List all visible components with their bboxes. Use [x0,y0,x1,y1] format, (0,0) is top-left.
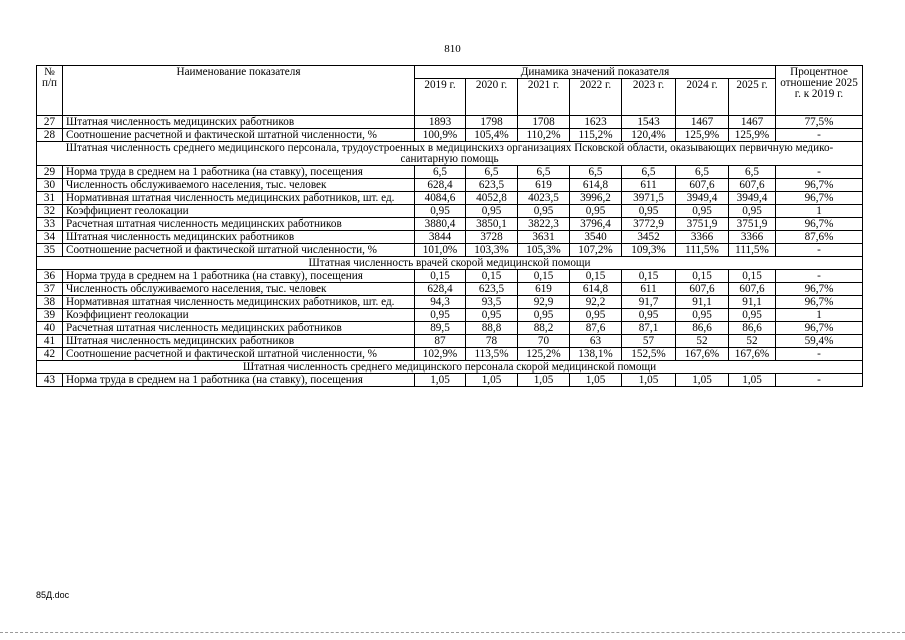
year-value: 611 [622,283,676,296]
year-value: 167,6% [729,348,776,361]
year-value: 3631 [518,231,570,244]
year-value: 86,6 [676,322,729,335]
indicator-name: Норма труда в среднем на 1 работника (на ставку), посещения [63,166,415,179]
indicator-name: Нормативная штатная численность медицинских работников, шт. ед. [63,192,415,205]
year-value: 91,7 [622,296,676,309]
year-value: 1,05 [622,374,676,387]
indicator-name: Соотношение расчетной и фактической штатной численности, % [63,348,415,361]
year-value: 57 [622,335,676,348]
percent-value: - [776,129,863,142]
indicator-name: Норма труда в среднем на 1 работника (на ставку), посещения [63,374,415,387]
year-value: 3971,5 [622,192,676,205]
year-value: 107,2% [570,244,622,257]
table-row [37,283,863,296]
table-row [37,116,863,129]
percent-value: - [776,374,863,387]
year-value: 109,3% [622,244,676,257]
page-number: 810 [444,43,461,55]
year-value: 1623 [570,116,622,129]
year-value: 111,5% [676,244,729,257]
year-value: 92,9 [518,296,570,309]
table-row [37,309,863,322]
year-value: 628,4 [415,179,466,192]
year-value: 93,5 [466,296,518,309]
year-value: 3844 [415,231,466,244]
table-body [37,116,863,387]
row-number: 31 [37,192,63,205]
year-value: 3822,3 [518,218,570,231]
year-value: 101,0% [415,244,466,257]
indicator-name: Штатная численность медицинских работников [63,335,415,348]
year-value: 1,05 [518,374,570,387]
row-number: 41 [37,335,63,348]
year-value: 1,05 [570,374,622,387]
footer-filename: 85Д.doc [36,590,70,600]
section-header-row [37,257,863,270]
year-value: 52 [676,335,729,348]
year-value: 3949,4 [676,192,729,205]
year-value: 3796,4 [570,218,622,231]
row-number: 33 [37,218,63,231]
year-value: 607,6 [729,283,776,296]
year-value: 611 [622,179,676,192]
indicator-name: Соотношение расчетной и фактической штатной численности, % [63,244,415,257]
percent-value: 96,7% [776,192,863,205]
year-value: 623,5 [466,283,518,296]
year-value: 115,2% [570,129,622,142]
percent-value: 96,7% [776,296,863,309]
year-value: 0,95 [570,205,622,218]
year-value: 6,5 [676,166,729,179]
year-value: 105,3% [518,244,570,257]
year-value: 88,8 [466,322,518,335]
year-value: 0,95 [518,309,570,322]
year-value: 0,15 [676,270,729,283]
percent-value: 87,6% [776,231,863,244]
percent-value: 59,4% [776,335,863,348]
indicator-name: Нормативная штатная численность медицинских работников, шт. ед. [63,296,415,309]
year-value: 87,6 [570,322,622,335]
year-value: 0,95 [622,309,676,322]
year-value: 3452 [622,231,676,244]
year-value: 3880,4 [415,218,466,231]
year-value: 167,6% [676,348,729,361]
table-row [37,179,863,192]
percent-value: 96,7% [776,218,863,231]
year-value: 0,95 [622,205,676,218]
year-value: 3949,4 [729,192,776,205]
year-value: 607,6 [676,179,729,192]
year-value: 120,4% [622,129,676,142]
table-row [37,218,863,231]
year-value: 78 [466,335,518,348]
year-value: 0,95 [518,205,570,218]
year-value: 619 [518,283,570,296]
year-value: 3996,2 [570,192,622,205]
percent-value: 1 [776,205,863,218]
year-value: 92,2 [570,296,622,309]
row-number: 43 [37,374,63,387]
year-value: 614,8 [570,283,622,296]
section-title: Штатная численность среднего медицинского персонала скорой медицинской помощи [37,361,863,374]
year-value: 0,95 [676,205,729,218]
year-value: 111,5% [729,244,776,257]
table-row [37,270,863,283]
year-value: 87,1 [622,322,676,335]
year-value: 623,5 [466,179,518,192]
year-value: 0,95 [676,309,729,322]
section-title: Штатная численность среднего медицинского персонала, трудоустроенных в медицинскихз организациях Псковской области, оказывающих первичную медико-санитарную помощь [37,142,863,166]
percent-value: 96,7% [776,179,863,192]
year-value: 0,15 [622,270,676,283]
table-row [37,335,863,348]
column-header-number: № п/п [37,66,63,116]
year-value: 87 [415,335,466,348]
table-row [37,205,863,218]
table-row [37,129,863,142]
year-value: 88,2 [518,322,570,335]
column-header-name: Наименование показателя [63,66,415,116]
percent-value: 96,7% [776,322,863,335]
row-number: 35 [37,244,63,257]
percent-value: - [776,166,863,179]
year-value: 628,4 [415,283,466,296]
year-value: 0,15 [518,270,570,283]
table-row [37,296,863,309]
year-value: 113,5% [466,348,518,361]
year-value: 0,15 [570,270,622,283]
year-value: 1893 [415,116,466,129]
year-value: 1543 [622,116,676,129]
year-header: 2019 г. [415,79,466,116]
year-value: 3728 [466,231,518,244]
year-value: 3772,9 [622,218,676,231]
percent-value: 77,5% [776,116,863,129]
year-value: 1708 [518,116,570,129]
indicator-name: Штатная численность медицинских работников [63,116,415,129]
year-value: 138,1% [570,348,622,361]
year-value: 6,5 [570,166,622,179]
percent-value: 96,7% [776,283,863,296]
year-value: 125,2% [518,348,570,361]
year-value: 6,5 [729,166,776,179]
year-value: 3540 [570,231,622,244]
section-header-row [37,142,863,166]
year-header: 2023 г. [622,79,676,116]
section-title: Штатная численность врачей скорой медицинской помощи [37,257,863,270]
year-value: 1,05 [676,374,729,387]
row-number: 42 [37,348,63,361]
year-header: 2022 г. [570,79,622,116]
year-value: 607,6 [676,283,729,296]
year-value: 1467 [676,116,729,129]
table-row [37,231,863,244]
year-header: 2025 г. [729,79,776,116]
year-value: 3366 [676,231,729,244]
year-value: 86,6 [729,322,776,335]
indicator-name: Коэффициент геолокации [63,205,415,218]
row-number: 40 [37,322,63,335]
year-value: 1,05 [466,374,518,387]
year-value: 4084,6 [415,192,466,205]
row-number: 34 [37,231,63,244]
percent-value: - [776,244,863,257]
year-value: 0,15 [415,270,466,283]
indicator-name: Соотношение расчетной и фактической штатной численности, % [63,129,415,142]
indicator-name: Расчетная штатная численность медицинских работников [63,322,415,335]
year-value: 100,9% [415,129,466,142]
year-header: 2024 г. [676,79,729,116]
indicator-name: Расчетная штатная численность медицинских работников [63,218,415,231]
table-row [37,348,863,361]
year-value: 125,9% [729,129,776,142]
year-value: 3850,1 [466,218,518,231]
year-value: 0,95 [415,205,466,218]
indicator-name: Норма труда в среднем на 1 работника (на ставку), посещения [63,270,415,283]
year-value: 125,9% [676,129,729,142]
row-number: 39 [37,309,63,322]
year-value: 63 [570,335,622,348]
row-number: 32 [37,205,63,218]
section-header-row [37,361,863,374]
column-header-dynamics: Динамика значений показателя [415,66,776,79]
year-value: 3366 [729,231,776,244]
year-value: 614,8 [570,179,622,192]
year-value: 0,95 [466,309,518,322]
year-value: 152,5% [622,348,676,361]
year-value: 607,6 [729,179,776,192]
year-value: 1,05 [729,374,776,387]
indicator-name: Коэффициент геолокации [63,309,415,322]
year-value: 94,3 [415,296,466,309]
indicators-table [36,65,863,387]
row-number: 29 [37,166,63,179]
year-value: 52 [729,335,776,348]
year-value: 0,15 [466,270,518,283]
year-value: 6,5 [466,166,518,179]
year-value: 105,4% [466,129,518,142]
year-value: 0,95 [729,205,776,218]
year-value: 103,3% [466,244,518,257]
year-value: 4023,5 [518,192,570,205]
year-value: 6,5 [518,166,570,179]
header-row-1 [37,66,863,79]
year-value: 0,95 [415,309,466,322]
year-value: 70 [518,335,570,348]
year-value: 102,9% [415,348,466,361]
bottom-divider [0,632,905,633]
row-number: 37 [37,283,63,296]
indicator-name: Численность обслуживаемого населения, тыс. человек [63,179,415,192]
year-value: 0,95 [570,309,622,322]
year-value: 91,1 [729,296,776,309]
year-header: 2021 г. [518,79,570,116]
table-row [37,322,863,335]
row-number: 38 [37,296,63,309]
year-value: 110,2% [518,129,570,142]
year-value: 91,1 [676,296,729,309]
percent-value: - [776,348,863,361]
indicator-name: Численность обслуживаемого населения, тыс. человек [63,283,415,296]
year-value: 89,5 [415,322,466,335]
table-row [37,166,863,179]
year-value: 619 [518,179,570,192]
column-header-percent: Процентное отношение 2025 г. к 2019 г. [776,66,863,116]
year-value: 0,95 [729,309,776,322]
indicator-name: Штатная численность медицинских работников [63,231,415,244]
row-number: 30 [37,179,63,192]
year-value: 0,15 [729,270,776,283]
table-row [37,374,863,387]
percent-value: - [776,270,863,283]
year-value: 6,5 [415,166,466,179]
year-value: 3751,9 [729,218,776,231]
table-row [37,192,863,205]
year-header: 2020 г. [466,79,518,116]
year-value: 1,05 [415,374,466,387]
year-value: 4052,8 [466,192,518,205]
percent-value: 1 [776,309,863,322]
row-number: 36 [37,270,63,283]
row-number: 28 [37,129,63,142]
year-value: 1467 [729,116,776,129]
row-number: 27 [37,116,63,129]
year-value: 3751,9 [676,218,729,231]
year-value: 6,5 [622,166,676,179]
table-row [37,244,863,257]
year-value: 0,95 [466,205,518,218]
year-value: 1798 [466,116,518,129]
